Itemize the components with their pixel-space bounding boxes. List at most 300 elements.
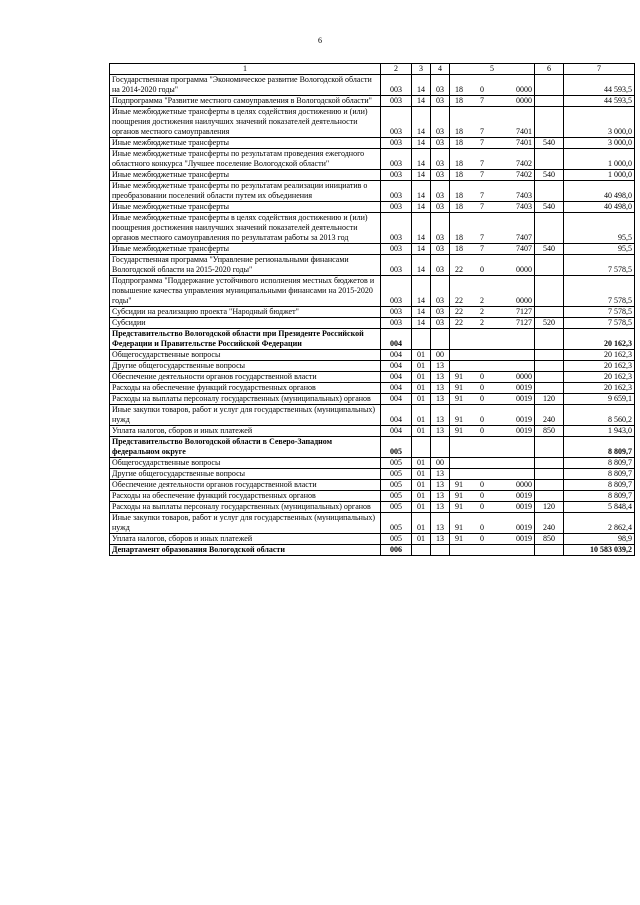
row-name: Иные межбюджетные трансферты по результатам реализации инициатив о преобразовании поселений области путем их объединения [110, 181, 381, 202]
target-item-parts [452, 394, 532, 404]
target-item-part: 91 [455, 502, 463, 511]
row-amount: 20 162,3 [564, 372, 635, 383]
table-body [110, 75, 635, 556]
row-name: Расходы на выплаты персоналу государственных (муниципальных) органов [110, 394, 381, 405]
target-item-part: 7403 [516, 202, 532, 211]
row-expense-type [535, 307, 564, 318]
target-item-part: 18 [455, 96, 463, 105]
row-amount: 8 809,7 [564, 480, 635, 491]
row-amount: 5 848,4 [564, 502, 635, 513]
row-amount: 7 578,5 [564, 255, 635, 276]
row-target-item [450, 383, 535, 394]
target-item-part: 91 [455, 523, 463, 532]
row-expense-type [535, 75, 564, 96]
row-section [412, 329, 431, 350]
row-target-item [450, 213, 535, 244]
target-item-part: 0000 [516, 372, 532, 381]
column-header-target-item: 5 [450, 64, 535, 75]
row-ministry-code: 005 [381, 458, 412, 469]
row-amount: 8 560,2 [564, 405, 635, 426]
row-ministry-code: 005 [381, 513, 412, 534]
target-item-part: 7403 [516, 191, 532, 200]
row-target-item [450, 202, 535, 213]
row-section: 01 [412, 469, 431, 480]
column-header-subsection: 4 [431, 64, 450, 75]
row-subsection: 00 [431, 350, 450, 361]
target-item-parts [452, 265, 532, 275]
row-name: Представительство Вологодской области в Северо-Западном федеральном округе [110, 437, 381, 458]
row-expense-type: 240 [535, 405, 564, 426]
target-item-parts [452, 307, 532, 317]
row-section: 14 [412, 202, 431, 213]
table-row [110, 75, 635, 96]
row-target-item [450, 107, 535, 138]
row-ministry-code: 006 [381, 545, 412, 556]
target-item-part: 0 [480, 502, 484, 511]
row-target-item [450, 75, 535, 96]
target-item-part: 0 [480, 265, 484, 274]
row-ministry-code: 004 [381, 350, 412, 361]
row-expense-type [535, 96, 564, 107]
row-name: Иные межбюджетные трансферты [110, 138, 381, 149]
target-item-part: 91 [455, 372, 463, 381]
row-amount: 44 593,5 [564, 96, 635, 107]
row-amount: 8 809,7 [564, 437, 635, 458]
target-item-parts [452, 233, 532, 243]
row-amount: 10 583 039,2 [564, 545, 635, 556]
row-amount: 40 498,0 [564, 181, 635, 202]
row-expense-type: 520 [535, 318, 564, 329]
target-item-part: 0019 [516, 491, 532, 500]
row-section: 01 [412, 534, 431, 545]
row-ministry-code: 003 [381, 307, 412, 318]
row-amount: 95,5 [564, 244, 635, 255]
row-target-item [450, 372, 535, 383]
row-amount: 20 162,3 [564, 361, 635, 372]
row-amount: 20 162,3 [564, 383, 635, 394]
target-item-part: 18 [455, 170, 463, 179]
row-target-item [450, 276, 535, 307]
row-name: Уплата налогов, сборов и иных платежей [110, 534, 381, 545]
target-item-part: 7 [480, 202, 484, 211]
row-expense-type [535, 181, 564, 202]
row-section: 01 [412, 426, 431, 437]
row-expense-type [535, 361, 564, 372]
row-subsection: 13 [431, 405, 450, 426]
table-row [110, 383, 635, 394]
row-ministry-code: 003 [381, 244, 412, 255]
target-item-part: 22 [455, 265, 463, 274]
target-item-part: 7401 [516, 138, 532, 147]
row-section: 01 [412, 405, 431, 426]
target-item-part: 0 [480, 383, 484, 392]
row-target-item [450, 502, 535, 513]
target-item-parts [452, 523, 532, 533]
target-item-part: 18 [455, 159, 463, 168]
row-subsection: 03 [431, 181, 450, 202]
row-ministry-code: 005 [381, 502, 412, 513]
row-name: Общегосударственные вопросы [110, 350, 381, 361]
row-amount: 1 000,0 [564, 149, 635, 170]
target-item-part: 0019 [516, 415, 532, 424]
table-row [110, 318, 635, 329]
target-item-part: 18 [455, 233, 463, 242]
target-item-part: 7 [480, 191, 484, 200]
table-row [110, 350, 635, 361]
target-item-parts [452, 502, 532, 512]
row-subsection: 13 [431, 480, 450, 491]
target-item-part: 0 [480, 534, 484, 543]
row-section: 14 [412, 276, 431, 307]
target-item-parts [452, 534, 532, 544]
table-row [110, 361, 635, 372]
row-expense-type [535, 372, 564, 383]
table-row [110, 149, 635, 170]
target-item-part: 91 [455, 394, 463, 403]
target-item-part: 22 [455, 318, 463, 327]
table-row [110, 426, 635, 437]
row-expense-type: 850 [535, 534, 564, 545]
row-target-item [450, 181, 535, 202]
row-amount: 2 862,4 [564, 513, 635, 534]
target-item-part: 0000 [516, 96, 532, 105]
row-subsection: 03 [431, 107, 450, 138]
row-section: 01 [412, 491, 431, 502]
row-expense-type [535, 149, 564, 170]
table-row [110, 202, 635, 213]
row-expense-type [535, 350, 564, 361]
target-item-part: 91 [455, 534, 463, 543]
row-target-item [450, 138, 535, 149]
target-item-part: 0019 [516, 426, 532, 435]
row-ministry-code: 003 [381, 107, 412, 138]
table-row [110, 170, 635, 181]
row-target-item [450, 329, 535, 350]
target-item-part: 0 [480, 85, 484, 94]
column-header-section: 3 [412, 64, 431, 75]
row-subsection: 13 [431, 394, 450, 405]
row-subsection: 13 [431, 469, 450, 480]
row-subsection: 03 [431, 170, 450, 181]
row-subsection: 13 [431, 534, 450, 545]
row-name: Обеспечение деятельности органов государственной власти [110, 480, 381, 491]
row-ministry-code: 003 [381, 276, 412, 307]
row-section: 14 [412, 96, 431, 107]
target-item-part: 7 [480, 159, 484, 168]
row-section: 01 [412, 383, 431, 394]
row-name: Иные межбюджетные трансферты в целях содействия достижению и (или) поощрения достижения наилучших значений показателей деятельности органов местного самоуправления по результатам работы за 2013 год [110, 213, 381, 244]
target-item-part: 7 [480, 170, 484, 179]
target-item-part: 0019 [516, 523, 532, 532]
row-ministry-code: 003 [381, 181, 412, 202]
target-item-part: 0019 [516, 534, 532, 543]
row-name: Расходы на обеспечение функций государственных органов [110, 383, 381, 394]
target-item-part: 0 [480, 372, 484, 381]
row-section: 14 [412, 244, 431, 255]
table-row [110, 307, 635, 318]
table-row [110, 96, 635, 107]
table-row [110, 458, 635, 469]
target-item-part: 0 [480, 523, 484, 532]
target-item-parts [452, 170, 532, 180]
row-ministry-code: 005 [381, 469, 412, 480]
target-item-part: 7127 [516, 307, 532, 316]
table-row [110, 107, 635, 138]
row-ministry-code: 003 [381, 318, 412, 329]
row-target-item [450, 307, 535, 318]
row-section [412, 437, 431, 458]
target-item-part: 0019 [516, 502, 532, 511]
row-amount: 40 498,0 [564, 202, 635, 213]
row-ministry-code: 005 [381, 491, 412, 502]
target-item-part: 2 [480, 318, 484, 327]
row-section: 01 [412, 361, 431, 372]
row-ministry-code: 003 [381, 75, 412, 96]
column-header-expense-type: 6 [535, 64, 564, 75]
target-item-parts [452, 244, 532, 254]
target-item-part: 22 [455, 307, 463, 316]
row-subsection: 03 [431, 318, 450, 329]
target-item-parts [452, 85, 532, 95]
target-item-part: 18 [455, 127, 463, 136]
row-section: 01 [412, 394, 431, 405]
row-name: Субсидии [110, 318, 381, 329]
row-name: Государственная программа "Управление региональными финансами Вологодской области на 2015-2020 годы" [110, 255, 381, 276]
row-amount: 44 593,5 [564, 75, 635, 96]
table-row [110, 480, 635, 491]
row-expense-type [535, 491, 564, 502]
row-subsection: 13 [431, 502, 450, 513]
row-target-item [450, 361, 535, 372]
target-item-part: 91 [455, 383, 463, 392]
target-item-part: 22 [455, 296, 463, 305]
row-name: Общегосударственные вопросы [110, 458, 381, 469]
target-item-part: 0 [480, 491, 484, 500]
row-expense-type [535, 107, 564, 138]
row-expense-type [535, 383, 564, 394]
row-section: 14 [412, 107, 431, 138]
row-amount: 95,5 [564, 213, 635, 244]
row-subsection: 13 [431, 513, 450, 534]
row-name: Департамент образования Вологодской области [110, 545, 381, 556]
target-item-parts [452, 318, 532, 328]
table-row [110, 469, 635, 480]
row-subsection: 13 [431, 361, 450, 372]
row-amount: 8 809,7 [564, 469, 635, 480]
column-header-code: 2 [381, 64, 412, 75]
row-subsection [431, 437, 450, 458]
row-subsection: 03 [431, 255, 450, 276]
budget-table [109, 63, 635, 556]
row-section: 14 [412, 318, 431, 329]
table-row [110, 394, 635, 405]
table-row [110, 255, 635, 276]
row-name: Иные закупки товаров, работ и услуг для государственных (муниципальных) нужд [110, 513, 381, 534]
row-amount: 7 578,5 [564, 276, 635, 307]
row-subsection: 13 [431, 491, 450, 502]
row-section: 01 [412, 480, 431, 491]
row-subsection [431, 545, 450, 556]
row-subsection: 03 [431, 138, 450, 149]
row-section: 01 [412, 513, 431, 534]
table-row [110, 181, 635, 202]
row-section: 01 [412, 372, 431, 383]
row-target-item [450, 149, 535, 170]
target-item-parts [452, 372, 532, 382]
row-amount: 7 578,5 [564, 318, 635, 329]
target-item-part: 0019 [516, 383, 532, 392]
target-item-part: 7127 [516, 318, 532, 327]
target-item-part: 7 [480, 244, 484, 253]
row-subsection: 03 [431, 244, 450, 255]
row-target-item [450, 491, 535, 502]
row-ministry-code: 004 [381, 361, 412, 372]
target-item-parts [452, 415, 532, 425]
target-item-part: 91 [455, 491, 463, 500]
row-expense-type [535, 469, 564, 480]
row-ministry-code: 005 [381, 534, 412, 545]
table-row [110, 372, 635, 383]
row-ministry-code: 005 [381, 480, 412, 491]
row-amount: 8 809,7 [564, 458, 635, 469]
row-amount: 8 809,7 [564, 491, 635, 502]
target-item-part: 18 [455, 202, 463, 211]
row-section: 01 [412, 350, 431, 361]
row-target-item [450, 437, 535, 458]
target-item-parts [452, 426, 532, 436]
target-item-part: 91 [455, 426, 463, 435]
row-section: 01 [412, 502, 431, 513]
row-target-item [450, 458, 535, 469]
target-item-part: 91 [455, 480, 463, 489]
row-section: 14 [412, 149, 431, 170]
row-subsection: 03 [431, 202, 450, 213]
target-item-part: 7401 [516, 127, 532, 136]
row-expense-type: 540 [535, 170, 564, 181]
row-subsection: 00 [431, 458, 450, 469]
row-ministry-code: 004 [381, 426, 412, 437]
target-item-parts [452, 480, 532, 490]
row-amount: 3 000,0 [564, 107, 635, 138]
row-expense-type [535, 276, 564, 307]
row-target-item [450, 244, 535, 255]
row-section [412, 545, 431, 556]
table-row [110, 513, 635, 534]
row-target-item [450, 96, 535, 107]
target-item-parts [452, 138, 532, 148]
row-target-item [450, 469, 535, 480]
row-name: Иные межбюджетные трансферты в целях содействия достижению и (или) поощрения достижения наилучших значений показателей деятельности органов местного самоуправления [110, 107, 381, 138]
row-expense-type [535, 458, 564, 469]
column-header-amount: 7 [564, 64, 635, 75]
row-expense-type [535, 480, 564, 491]
row-target-item [450, 350, 535, 361]
target-item-part: 7 [480, 96, 484, 105]
target-item-parts [452, 202, 532, 212]
row-subsection: 13 [431, 426, 450, 437]
table-row [110, 534, 635, 545]
row-subsection: 03 [431, 149, 450, 170]
target-item-parts [452, 491, 532, 501]
row-expense-type: 120 [535, 502, 564, 513]
target-item-part: 0 [480, 480, 484, 489]
row-ministry-code: 004 [381, 394, 412, 405]
row-amount: 1 000,0 [564, 170, 635, 181]
row-section: 14 [412, 307, 431, 318]
row-amount: 7 578,5 [564, 307, 635, 318]
row-name: Подпрограмма "Поддержание устойчивого исполнения местных бюджетов и повышение качества управления муниципальными финансами на 2015-2020 годы" [110, 276, 381, 307]
row-name: Другие общегосударственные вопросы [110, 469, 381, 480]
row-name: Подпрограмма "Развитие местного самоуправления в Вологодской области" [110, 96, 381, 107]
target-item-part: 18 [455, 85, 463, 94]
row-name: Иные межбюджетные трансферты [110, 170, 381, 181]
target-item-part: 7 [480, 233, 484, 242]
target-item-part: 18 [455, 138, 463, 147]
row-section: 14 [412, 255, 431, 276]
row-name: Иные межбюджетные трансферты [110, 244, 381, 255]
row-ministry-code: 003 [381, 138, 412, 149]
row-amount: 20 162,3 [564, 350, 635, 361]
column-header-name: 1 [110, 64, 381, 75]
target-item-part: 7407 [516, 244, 532, 253]
target-item-part: 2 [480, 296, 484, 305]
target-item-part: 7402 [516, 170, 532, 179]
row-expense-type [535, 255, 564, 276]
row-subsection: 03 [431, 75, 450, 96]
row-ministry-code: 005 [381, 437, 412, 458]
row-name: Иные межбюджетные трансферты по результатам проведения ежегодного областного конкурса "Лучшее поселение Вологодской области" [110, 149, 381, 170]
row-expense-type: 540 [535, 202, 564, 213]
target-item-part: 2 [480, 307, 484, 316]
target-item-parts [452, 159, 532, 169]
row-expense-type: 120 [535, 394, 564, 405]
row-ministry-code: 003 [381, 255, 412, 276]
row-subsection: 13 [431, 383, 450, 394]
row-amount: 9 659,1 [564, 394, 635, 405]
row-name: Расходы на выплаты персоналу государственных (муниципальных) органов [110, 502, 381, 513]
row-section: 01 [412, 458, 431, 469]
row-target-item [450, 394, 535, 405]
row-expense-type: 540 [535, 244, 564, 255]
row-expense-type: 850 [535, 426, 564, 437]
target-item-part: 7402 [516, 159, 532, 168]
target-item-part: 0 [480, 394, 484, 403]
row-name: Другие общегосударственные вопросы [110, 361, 381, 372]
row-section: 14 [412, 181, 431, 202]
row-ministry-code: 003 [381, 170, 412, 181]
target-item-part: 0000 [516, 296, 532, 305]
table-row [110, 545, 635, 556]
row-name: Обеспечение деятельности органов государственной власти [110, 372, 381, 383]
row-section: 14 [412, 138, 431, 149]
table-row [110, 437, 635, 458]
target-item-part: 7 [480, 127, 484, 136]
row-section: 14 [412, 213, 431, 244]
row-expense-type [535, 213, 564, 244]
target-item-part: 0 [480, 426, 484, 435]
row-expense-type: 540 [535, 138, 564, 149]
target-item-part: 7407 [516, 233, 532, 242]
target-item-part: 0000 [516, 265, 532, 274]
row-amount: 1 943,0 [564, 426, 635, 437]
row-ministry-code: 004 [381, 329, 412, 350]
table-row [110, 213, 635, 244]
row-target-item [450, 170, 535, 181]
row-section: 14 [412, 170, 431, 181]
table-row [110, 138, 635, 149]
row-target-item [450, 534, 535, 545]
row-target-item [450, 513, 535, 534]
